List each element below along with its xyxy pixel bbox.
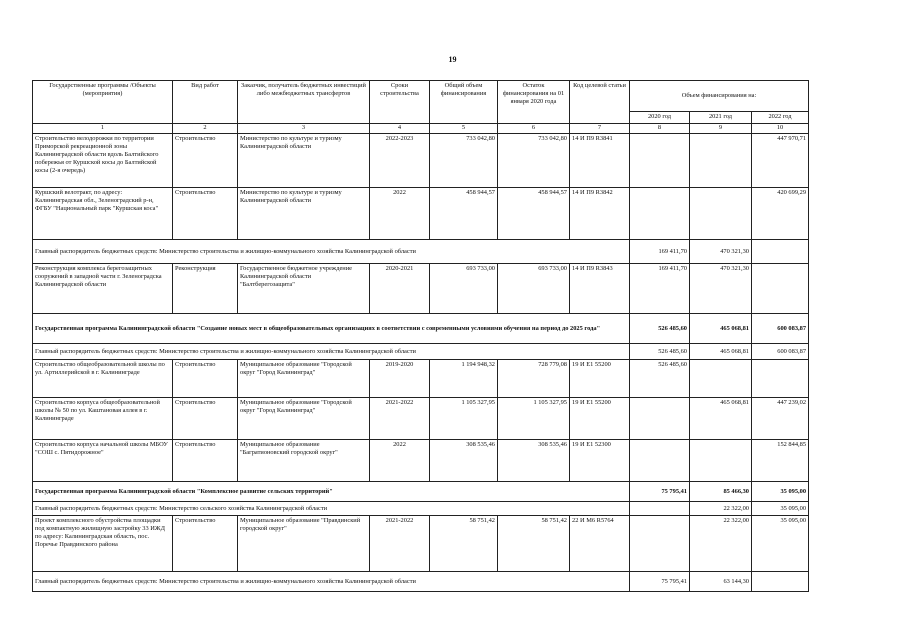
financing-table (32, 80, 809, 592)
total: 1 105 327,95 (430, 398, 498, 440)
rest: 58 751,42 (498, 516, 570, 572)
table-row (33, 360, 809, 398)
code: 19 И Е1 55200 (570, 360, 630, 398)
y2022: 420 699,29 (752, 188, 809, 240)
colnum-cell: 9 (690, 124, 752, 134)
header-2022: 2022 год (752, 112, 809, 124)
header-objects: Государственные программы /Объекты (мероприятия) (33, 81, 173, 124)
work-type: Строительство (173, 398, 238, 440)
rest: 728 779,08 (498, 360, 570, 398)
y2021 (690, 188, 752, 240)
header-period: Сроки строительства (370, 81, 430, 124)
header-financing: Объем финансирования на: (630, 81, 809, 112)
distributor-text: Главный распорядитель бюджетных средств: Министерство строительства и жилищно-коммунального хозяйства Калининградской области (33, 240, 630, 264)
object-name: Строительство корпуса начальной школы МБОУ "СОШ с. Пятидорожное" (33, 440, 173, 482)
header-code: Код целевой статьи (570, 81, 630, 124)
y2022 (752, 572, 809, 592)
distributor-text: Главный распорядитель бюджетных средств: Министерство строительства и жилищно-коммунального хозяйства Калининградской области (33, 344, 630, 360)
period: 2020-2021 (370, 264, 430, 314)
program-row (33, 482, 809, 502)
page-number: 19 (448, 55, 457, 64)
y2020: 75 795,41 (630, 572, 690, 592)
y2020 (630, 398, 690, 440)
header-2020: 2020 год (630, 112, 690, 124)
y2021: 465 068,81 (690, 344, 752, 360)
object-name: Проект комплексного обустройства площадки под компактную жилищную застройку 33 ИЖД по адресу: Калининградская область, пос. Поречье Правдинского района (33, 516, 173, 572)
object-name: Строительство велодорожки по территории Приморской рекреационной зоны Калининградской области вдоль Балтийского побережья от Куршской косы до Балтийской косы (2-я очередь) (33, 134, 173, 188)
distributor-row (33, 344, 809, 360)
distributor-row (33, 502, 809, 516)
code: 22 И М6 R5764 (570, 516, 630, 572)
client: Муниципальное образование "Багратионовский городской округ" (238, 440, 370, 482)
colnum-cell: 3 (238, 124, 370, 134)
colnum-cell: 2 (173, 124, 238, 134)
y2022: 35 095,00 (752, 502, 809, 516)
total: 733 042,80 (430, 134, 498, 188)
distributor-row (33, 572, 809, 592)
column-number-row (33, 124, 809, 134)
y2021 (690, 360, 752, 398)
colnum-cell: 10 (752, 124, 809, 134)
y2020 (630, 516, 690, 572)
program-title: Государственная программа Калининградской области "Создание новых мест в общеобразовательных организациях в соответствии с современными условиями обучения на период до 2025 года" (33, 314, 630, 344)
y2020: 169 411,70 (630, 264, 690, 314)
program-title: Государственная программа Калининградской области "Комплексное развитие сельских территорий" (33, 482, 630, 502)
y2022: 35 095,00 (752, 516, 809, 572)
header-2021: 2021 год (690, 112, 752, 124)
y2020: 526 485,60 (630, 360, 690, 398)
object-name: Строительство корпуса общеобразовательной школы № 50 по ул. Каштановая аллея в г. Калининграде (33, 398, 173, 440)
y2021: 470 321,30 (690, 240, 752, 264)
colnum-cell: 6 (498, 124, 570, 134)
total: 1 194 948,32 (430, 360, 498, 398)
table-row (33, 398, 809, 440)
y2021: 465 068,81 (690, 314, 752, 344)
table-row (33, 516, 809, 572)
y2021: 465 068,81 (690, 398, 752, 440)
table-row (33, 264, 809, 314)
y2021: 85 466,30 (690, 482, 752, 502)
work-type: Строительство (173, 188, 238, 240)
rest: 1 105 327,95 (498, 398, 570, 440)
y2020 (630, 188, 690, 240)
y2022 (752, 240, 809, 264)
period: 2019-2020 (370, 360, 430, 398)
rest: 693 733,00 (498, 264, 570, 314)
y2022: 600 083,87 (752, 314, 809, 344)
y2020: 526 485,60 (630, 344, 690, 360)
object-name: Реконструкция комплекса берегозащитных сооружений в западной части г. Зеленоградска Калининградской области (33, 264, 173, 314)
y2020 (630, 502, 690, 516)
client: Государственное бюджетное учреждение Калининградской области "Балтберегозащита" (238, 264, 370, 314)
rest: 733 042,80 (498, 134, 570, 188)
header-client: Заказчик, получатель бюджетных инвестиций либо межбюджетных трансфертов (238, 81, 370, 124)
y2022: 152 844,85 (752, 440, 809, 482)
period: 2021-2022 (370, 398, 430, 440)
y2021: 63 144,30 (690, 572, 752, 592)
y2022: 600 083,87 (752, 344, 809, 360)
object-name: Куршский велотракт, по адресу: Калининградская обл., Зеленоградский р-н, ФГБУ "Национальный парк "Куршская коса" (33, 188, 173, 240)
work-type: Строительство (173, 516, 238, 572)
y2021: 470 321,30 (690, 264, 752, 314)
work-type: Строительство (173, 440, 238, 482)
table-row (33, 134, 809, 188)
client: Муниципальное образование "Городской округ "Город Калининград" (238, 398, 370, 440)
table-row (33, 440, 809, 482)
object-name: Строительство общеобразовательной школы по ул. Артиллерийской в г. Калининграде (33, 360, 173, 398)
total: 458 944,57 (430, 188, 498, 240)
code: 19 И Е1 52300 (570, 440, 630, 482)
period: 2022 (370, 188, 430, 240)
y2020: 75 795,41 (630, 482, 690, 502)
code: 19 И Е1 55200 (570, 398, 630, 440)
code: 14 И П9 R3842 (570, 188, 630, 240)
work-type: Реконструкция (173, 264, 238, 314)
code: 14 И П9 R3843 (570, 264, 630, 314)
period: 2022 (370, 440, 430, 482)
y2022: 447 239,02 (752, 398, 809, 440)
program-row (33, 314, 809, 344)
header-rest: Остаток финансирования на 01 января 2020 года (498, 81, 570, 124)
y2022: 35 095,00 (752, 482, 809, 502)
y2020 (630, 440, 690, 482)
y2020: 526 485,60 (630, 314, 690, 344)
y2021 (690, 134, 752, 188)
distributor-row (33, 240, 809, 264)
y2021: 22 322,00 (690, 516, 752, 572)
period: 2021-2022 (370, 516, 430, 572)
distributor-text: Главный распорядитель бюджетных средств: Министерство строительства и жилищно-коммунального хозяйства Калининградской области (33, 572, 630, 592)
distributor-text: Главный распорядитель бюджетных средств: Министерство сельского хозяйства Калининградской области (33, 502, 630, 516)
colnum-cell: 5 (430, 124, 498, 134)
y2021: 22 322,00 (690, 502, 752, 516)
header-total: Общий объем финансирования (430, 81, 498, 124)
client: Муниципальное образование "Городской округ "Город Калининград" (238, 360, 370, 398)
client: Министерство по культуре и туризму Калининградской области (238, 134, 370, 188)
header-row (33, 81, 809, 112)
colnum-cell: 1 (33, 124, 173, 134)
colnum-cell: 8 (630, 124, 690, 134)
total: 693 733,00 (430, 264, 498, 314)
client: Министерство по культуре и туризму Калининградской области (238, 188, 370, 240)
table-row (33, 188, 809, 240)
total: 58 751,42 (430, 516, 498, 572)
colnum-cell: 4 (370, 124, 430, 134)
y2022 (752, 264, 809, 314)
y2020 (630, 134, 690, 188)
code: 14 И П9 R3841 (570, 134, 630, 188)
header-work-type: Вид работ (173, 81, 238, 124)
work-type: Строительство (173, 360, 238, 398)
total: 308 535,46 (430, 440, 498, 482)
y2021 (690, 440, 752, 482)
rest: 458 944,57 (498, 188, 570, 240)
colnum-cell: 7 (570, 124, 630, 134)
client: Муниципальное образование "Правдинский городской округ" (238, 516, 370, 572)
rest: 308 535,46 (498, 440, 570, 482)
y2022 (752, 360, 809, 398)
y2020: 169 411,70 (630, 240, 690, 264)
work-type: Строительство (173, 134, 238, 188)
period: 2022-2023 (370, 134, 430, 188)
y2022: 447 970,71 (752, 134, 809, 188)
